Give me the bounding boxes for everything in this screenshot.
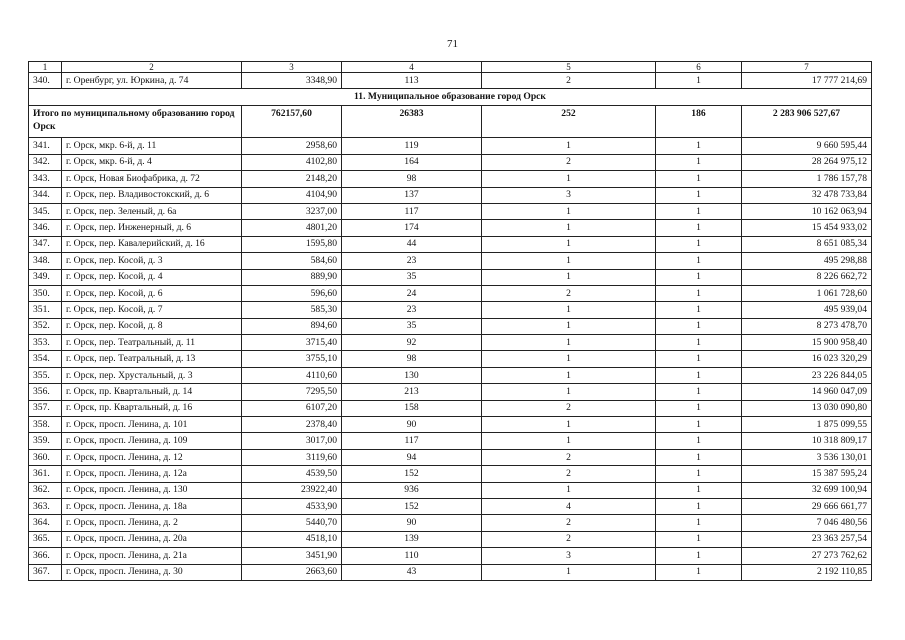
- row-address: г. Орск, просп. Ленина, д. 20а: [62, 531, 242, 547]
- row-address: г. Орск, просп. Ленина, д. 109: [62, 433, 242, 449]
- row-col5: 2: [482, 285, 656, 301]
- row-col6: 1: [656, 253, 742, 269]
- row-number: 367.: [29, 564, 62, 580]
- row-area: 6107,20: [242, 400, 342, 416]
- section-header-row: [29, 89, 872, 106]
- row-col5: 1: [482, 367, 656, 383]
- row-area: 4539,50: [242, 466, 342, 482]
- row-col6: 1: [656, 564, 742, 580]
- row-col6: 1: [656, 498, 742, 514]
- row-col4: 158: [342, 400, 482, 416]
- row-address: г. Орск, пр. Квартальный, д. 14: [62, 384, 242, 400]
- total-label: Итого по муниципальному образованию город Орск: [29, 106, 242, 138]
- table-row: [29, 73, 872, 89]
- row-col6: 1: [656, 548, 742, 564]
- row-col6: 1: [656, 335, 742, 351]
- header-col-1: 1: [29, 62, 62, 73]
- table-row: [29, 466, 872, 482]
- row-col4: 117: [342, 203, 482, 219]
- row-address: г. Орск, пер. Хрустальный, д. 3: [62, 367, 242, 383]
- row-area: 3755,10: [242, 351, 342, 367]
- row-address: г. Орск, просп. Ленина, д. 18а: [62, 498, 242, 514]
- row-number: 362.: [29, 482, 62, 498]
- row-col6: 1: [656, 171, 742, 187]
- row-address: г. Орск, просп. Ленина, д. 30: [62, 564, 242, 580]
- row-col6: 1: [656, 138, 742, 154]
- row-col4: 113: [342, 73, 482, 89]
- header-col-4: 4: [342, 62, 482, 73]
- row-number: 365.: [29, 531, 62, 547]
- row-address: г. Орск, пер. Кавалерийский, д. 16: [62, 236, 242, 252]
- row-col5: 1: [482, 302, 656, 318]
- row-area: 3119,60: [242, 449, 342, 465]
- table-row: [29, 515, 872, 531]
- row-col4: 164: [342, 154, 482, 170]
- table-row: [29, 302, 872, 318]
- row-col4: 90: [342, 515, 482, 531]
- row-col6: 1: [656, 466, 742, 482]
- row-area: 3451,90: [242, 548, 342, 564]
- total-col6: 186: [656, 106, 742, 138]
- header-col-3: 3: [242, 62, 342, 73]
- table-row: [29, 318, 872, 334]
- row-col6: 1: [656, 285, 742, 301]
- row-col4: 43: [342, 564, 482, 580]
- table-row: [29, 351, 872, 367]
- row-cost: 495 939,04: [742, 302, 872, 318]
- row-cost: 16 023 320,29: [742, 351, 872, 367]
- row-number: 341.: [29, 138, 62, 154]
- row-area: 4104,90: [242, 187, 342, 203]
- table-row: [29, 531, 872, 547]
- row-address: г. Орск, просп. Ленина, д. 12: [62, 449, 242, 465]
- row-address: г. Орск, пер. Косой, д. 6: [62, 285, 242, 301]
- row-area: 3237,00: [242, 203, 342, 219]
- row-col6: 1: [656, 417, 742, 433]
- row-col5: 1: [482, 564, 656, 580]
- row-col5: 1: [482, 171, 656, 187]
- row-col4: 130: [342, 367, 482, 383]
- row-address: г. Орск, пер. Владивостокский, д. 6: [62, 187, 242, 203]
- row-col6: 1: [656, 73, 742, 89]
- column-number-header-row: [29, 62, 872, 73]
- row-area: 4110,60: [242, 367, 342, 383]
- row-col6: 1: [656, 367, 742, 383]
- row-col5: 1: [482, 269, 656, 285]
- row-area: 4518,10: [242, 531, 342, 547]
- row-area: 2663,60: [242, 564, 342, 580]
- row-address: г. Орск, пер. Косой, д. 8: [62, 318, 242, 334]
- row-col5: 1: [482, 482, 656, 498]
- row-col6: 1: [656, 318, 742, 334]
- row-cost: 15 900 958,40: [742, 335, 872, 351]
- row-col4: 35: [342, 269, 482, 285]
- row-number: 358.: [29, 417, 62, 433]
- table-row: [29, 384, 872, 400]
- row-number: 348.: [29, 253, 62, 269]
- row-col5: 1: [482, 220, 656, 236]
- total-row: [29, 106, 872, 138]
- row-number: 363.: [29, 498, 62, 514]
- row-area: 3715,40: [242, 335, 342, 351]
- table-row: [29, 171, 872, 187]
- row-cost: 1 061 728,60: [742, 285, 872, 301]
- table-body: [29, 62, 872, 581]
- row-col6: 1: [656, 384, 742, 400]
- row-cost: 495 298,88: [742, 253, 872, 269]
- table-row: [29, 417, 872, 433]
- row-number: 349.: [29, 269, 62, 285]
- row-number: 346.: [29, 220, 62, 236]
- total-col5: 252: [482, 106, 656, 138]
- row-cost: 28 264 975,12: [742, 154, 872, 170]
- row-address: г. Орск, пер. Косой, д. 7: [62, 302, 242, 318]
- row-number: 351.: [29, 302, 62, 318]
- row-cost: 27 273 762,62: [742, 548, 872, 564]
- row-col4: 213: [342, 384, 482, 400]
- row-address: г. Орск, пр. Квартальный, д. 16: [62, 400, 242, 416]
- row-col4: 35: [342, 318, 482, 334]
- row-col4: 152: [342, 498, 482, 514]
- row-area: 2148,20: [242, 171, 342, 187]
- row-col4: 98: [342, 351, 482, 367]
- table-row: [29, 449, 872, 465]
- header-col-7: 7: [742, 62, 872, 73]
- row-area: 894,60: [242, 318, 342, 334]
- row-col6: 1: [656, 400, 742, 416]
- row-col6: 1: [656, 203, 742, 219]
- row-number: 360.: [29, 449, 62, 465]
- row-col6: 1: [656, 531, 742, 547]
- row-address: г. Орск, просп. Ленина, д. 101: [62, 417, 242, 433]
- table-row: [29, 498, 872, 514]
- row-area: 5440,70: [242, 515, 342, 531]
- row-cost: 9 660 595,44: [742, 138, 872, 154]
- housing-table: [28, 61, 872, 581]
- row-area: 585,30: [242, 302, 342, 318]
- row-col6: 1: [656, 154, 742, 170]
- row-number: 361.: [29, 466, 62, 482]
- row-col5: 1: [482, 335, 656, 351]
- table-row: [29, 253, 872, 269]
- row-col4: 174: [342, 220, 482, 236]
- row-number: 345.: [29, 203, 62, 219]
- table-row: [29, 400, 872, 416]
- row-address: г. Орск, мкр. 6-й, д. 11: [62, 138, 242, 154]
- row-col6: 1: [656, 351, 742, 367]
- row-area: 23922,40: [242, 482, 342, 498]
- row-col5: 1: [482, 253, 656, 269]
- row-cost: 15 387 595,24: [742, 466, 872, 482]
- row-cost: 10 162 063,94: [742, 203, 872, 219]
- row-address: г. Орск, просп. Ленина, д. 21а: [62, 548, 242, 564]
- table-row: [29, 367, 872, 383]
- row-col4: 110: [342, 548, 482, 564]
- row-col4: 94: [342, 449, 482, 465]
- row-cost: 8 651 085,34: [742, 236, 872, 252]
- row-area: 2378,40: [242, 417, 342, 433]
- row-col5: 1: [482, 384, 656, 400]
- row-col5: 3: [482, 187, 656, 203]
- row-cost: 23 363 257,54: [742, 531, 872, 547]
- row-address: г. Орск, пер. Инженерный, д. 6: [62, 220, 242, 236]
- row-col6: 1: [656, 269, 742, 285]
- row-col6: 1: [656, 515, 742, 531]
- row-col4: 117: [342, 433, 482, 449]
- row-col4: 98: [342, 171, 482, 187]
- row-col5: 3: [482, 548, 656, 564]
- row-number: 343.: [29, 171, 62, 187]
- row-address: г. Орск, Новая Биофабрика, д. 72: [62, 171, 242, 187]
- table-row: [29, 335, 872, 351]
- row-area: 584,60: [242, 253, 342, 269]
- row-address: г. Орск, пер. Косой, д. 4: [62, 269, 242, 285]
- total-col4: 26383: [342, 106, 482, 138]
- table-row: [29, 482, 872, 498]
- row-number: 342.: [29, 154, 62, 170]
- row-col6: 1: [656, 449, 742, 465]
- row-area: 889,90: [242, 269, 342, 285]
- row-cost: 14 960 047,09: [742, 384, 872, 400]
- table-row: [29, 269, 872, 285]
- row-cost: 7 046 480,56: [742, 515, 872, 531]
- page-number: 71: [447, 38, 458, 50]
- row-col6: 1: [656, 433, 742, 449]
- row-cost: 1 786 157,78: [742, 171, 872, 187]
- table-row: [29, 154, 872, 170]
- row-address: г. Орск, мкр. 6-й, д. 4: [62, 154, 242, 170]
- header-col-6: 6: [656, 62, 742, 73]
- row-col5: 1: [482, 318, 656, 334]
- row-address: г. Орск, пер. Зеленый, д. 6а: [62, 203, 242, 219]
- row-address: г. Орск, пер. Косой, д. 3: [62, 253, 242, 269]
- table-row: [29, 433, 872, 449]
- row-col5: 1: [482, 433, 656, 449]
- row-area: 2958,60: [242, 138, 342, 154]
- row-col5: 1: [482, 203, 656, 219]
- row-col5: 1: [482, 236, 656, 252]
- row-area: 3017,00: [242, 433, 342, 449]
- row-cost: 2 192 110,85: [742, 564, 872, 580]
- header-col-2: 2: [62, 62, 242, 73]
- row-address: г. Орск, пер. Театральный, д. 11: [62, 335, 242, 351]
- table-row: [29, 564, 872, 580]
- row-col6: 1: [656, 220, 742, 236]
- row-area: 4801,20: [242, 220, 342, 236]
- row-col4: 936: [342, 482, 482, 498]
- total-cost: 2 283 906 527,67: [742, 106, 872, 138]
- total-area: 762157,60: [242, 106, 342, 138]
- row-cost: 17 777 214,69: [742, 73, 872, 89]
- row-cost: 32 478 733,84: [742, 187, 872, 203]
- row-cost: 3 536 130,01: [742, 449, 872, 465]
- row-number: 357.: [29, 400, 62, 416]
- table-row: [29, 203, 872, 219]
- row-col5: 2: [482, 400, 656, 416]
- row-address: г. Орск, просп. Ленина, д. 130: [62, 482, 242, 498]
- row-col4: 90: [342, 417, 482, 433]
- table-row: [29, 138, 872, 154]
- row-cost: 15 454 933,02: [742, 220, 872, 236]
- row-area: 1595,80: [242, 236, 342, 252]
- row-address: г. Оренбург, ул. Юркина, д. 74: [62, 73, 242, 89]
- row-number: 354.: [29, 351, 62, 367]
- row-col6: 1: [656, 482, 742, 498]
- row-col5: 2: [482, 449, 656, 465]
- row-area: 596,60: [242, 285, 342, 301]
- row-col5: 2: [482, 515, 656, 531]
- row-cost: 8 273 478,70: [742, 318, 872, 334]
- row-col6: 1: [656, 236, 742, 252]
- table-row: [29, 220, 872, 236]
- row-col4: 139: [342, 531, 482, 547]
- row-cost: 8 226 662,72: [742, 269, 872, 285]
- row-address: г. Орск, просп. Ленина, д. 12а: [62, 466, 242, 482]
- row-col4: 152: [342, 466, 482, 482]
- row-cost: 13 030 090,80: [742, 400, 872, 416]
- row-cost: 29 666 661,77: [742, 498, 872, 514]
- row-col4: 92: [342, 335, 482, 351]
- table-row: [29, 187, 872, 203]
- row-col5: 4: [482, 498, 656, 514]
- row-col6: 1: [656, 187, 742, 203]
- header-col-5: 5: [482, 62, 656, 73]
- row-col5: 2: [482, 466, 656, 482]
- row-col4: 23: [342, 253, 482, 269]
- row-number: 347.: [29, 236, 62, 252]
- row-col5: 2: [482, 73, 656, 89]
- row-number: 364.: [29, 515, 62, 531]
- row-number: 352.: [29, 318, 62, 334]
- row-col4: 137: [342, 187, 482, 203]
- table-row: [29, 236, 872, 252]
- row-cost: 1 875 099,55: [742, 417, 872, 433]
- row-col4: 24: [342, 285, 482, 301]
- row-col4: 23: [342, 302, 482, 318]
- row-col5: 2: [482, 154, 656, 170]
- row-col5: 2: [482, 531, 656, 547]
- row-col4: 119: [342, 138, 482, 154]
- row-area: 4102,80: [242, 154, 342, 170]
- row-cost: 32 699 100,94: [742, 482, 872, 498]
- row-number: 366.: [29, 548, 62, 564]
- table-row: [29, 285, 872, 301]
- row-number: 359.: [29, 433, 62, 449]
- row-area: 4533,90: [242, 498, 342, 514]
- row-col6: 1: [656, 302, 742, 318]
- row-number: 350.: [29, 285, 62, 301]
- row-address: г. Орск, пер. Театральный, д. 13: [62, 351, 242, 367]
- section-title: 11. Муниципальное образование город Орск: [29, 89, 872, 106]
- row-area: 7295,50: [242, 384, 342, 400]
- row-col5: 1: [482, 351, 656, 367]
- row-number: 356.: [29, 384, 62, 400]
- row-address: г. Орск, просп. Ленина, д. 2: [62, 515, 242, 531]
- row-number: 340.: [29, 73, 62, 89]
- row-area: 3348,90: [242, 73, 342, 89]
- row-cost: 10 318 809,17: [742, 433, 872, 449]
- row-cost: 23 226 844,05: [742, 367, 872, 383]
- table-row: [29, 548, 872, 564]
- row-number: 344.: [29, 187, 62, 203]
- row-col4: 44: [342, 236, 482, 252]
- row-number: 353.: [29, 335, 62, 351]
- row-col5: 1: [482, 417, 656, 433]
- row-col5: 1: [482, 138, 656, 154]
- row-number: 355.: [29, 367, 62, 383]
